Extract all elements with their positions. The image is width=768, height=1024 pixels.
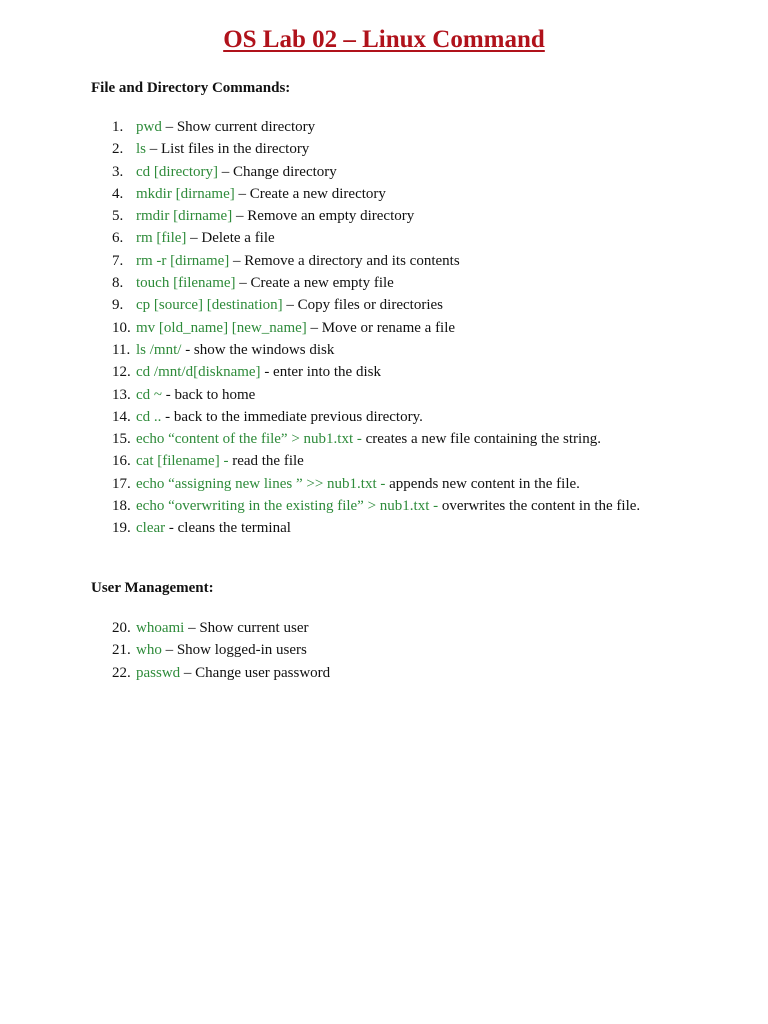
command-description: read the file [228,453,304,470]
command-description: creates a new file containing the string. [361,431,601,448]
user-management-command-list [0,617,768,684]
list-item [0,339,768,361]
command-text: echo “assigning new lines ” >> nub1.txt - [136,475,386,492]
command-text: cp [source] [destination] [136,297,283,314]
command-description: – Change directory [218,163,337,180]
list-item-number: 16. [112,453,131,470]
list-item-number: 19. [112,520,131,537]
list-item-number: 4. [112,185,124,202]
list-item-number: 15. [112,431,131,448]
command-description: – Create a new directory [234,185,386,202]
list-item [0,617,768,639]
command-description: – Create a new empty file [235,275,394,292]
list-item-number: 17. [112,475,131,492]
command-description: – List files in the directory [146,141,310,158]
command-text: echo “content of the file” > nub1.txt - [136,431,362,448]
list-item [0,384,768,406]
list-item-number: 12. [112,364,131,381]
command-text: cd /mnt/d[diskname] [136,364,261,381]
list-item [0,473,768,495]
command-description: appends new content in the file. [385,475,580,492]
command-text: echo “overwriting in the existing file” > nub1.txt - [136,498,439,515]
list-item [0,361,768,383]
command-description: - cleans the terminal [165,520,291,537]
command-text: rmdir [dirname] [136,208,233,225]
command-text: clear [136,520,166,537]
list-item [0,138,768,160]
list-item [0,205,768,227]
command-text: touch [filename] [136,275,236,292]
list-item-number: 1. [112,119,124,135]
command-description: - back to the immediate previous directory. [161,408,423,425]
command-text: whoami [136,620,185,636]
page-title: OS Lab 02 – Linux Command [223,26,545,53]
command-text: who [136,642,162,659]
list-item-number: 21. [112,642,131,659]
command-text: mkdir [dirname] [136,185,235,202]
command-text: cd .. [136,408,162,425]
list-item-number: 2. [112,141,124,158]
list-item [0,272,768,294]
list-item [0,662,768,684]
command-description: – Delete a file [186,230,275,247]
command-text: ls [136,141,147,158]
command-description: – Show current user [184,620,309,636]
list-item-number: 13. [112,386,131,403]
command-text: cat [filename] - [136,453,229,470]
list-item-number: 3. [112,163,124,180]
list-item [0,294,768,316]
command-text: cd ~ [136,386,163,403]
list-item-number: 8. [112,275,124,292]
list-item [0,116,768,138]
command-text: cd [directory] [136,163,219,180]
list-item [0,250,768,272]
list-item-number: 18. [112,498,131,515]
list-item [0,428,768,450]
command-description: – Move or rename a file [306,319,456,336]
command-text: mv [old_name] [new_name] [136,319,307,336]
command-text: passwd [136,664,181,681]
list-item-number: 11. [112,341,131,358]
list-item-number: 22. [112,664,131,681]
list-item [0,495,768,517]
list-item-number: 20. [112,620,131,636]
list-item-number: 6. [112,230,124,247]
list-item [0,517,768,539]
list-item-number: 14. [112,408,131,425]
command-text: rm [file] [136,230,187,247]
list-item [0,161,768,183]
command-text: rm -r [dirname] [136,252,230,269]
command-description: – Remove a directory and its contents [229,252,460,269]
command-text: pwd [136,119,162,135]
command-text: ls /mnt/ [136,341,182,358]
list-item-number: 9. [112,297,124,314]
command-description: – Change user password [180,664,331,681]
command-description: - enter into the disk [260,364,381,381]
list-item [0,227,768,249]
command-description: – Show logged-in users [161,642,307,659]
command-description: – Show current directory [161,119,316,135]
command-description: overwrites the content in the file. [438,498,641,515]
list-item [0,450,768,472]
list-item [0,639,768,661]
file-directory-command-list [0,116,768,540]
command-description: – Copy files or directories [282,297,443,314]
list-item [0,317,768,339]
list-item-number: 7. [112,252,124,269]
list-item [0,183,768,205]
list-item-number: 10. [112,319,131,336]
command-description: - back to home [162,386,256,403]
list-item [0,406,768,428]
section-heading-user-management: User Management: [91,580,214,596]
section-heading-file-directory: File and Directory Commands: [91,80,291,96]
command-description: - show the windows disk [181,341,335,358]
list-item-number: 5. [112,208,124,225]
command-description: – Remove an empty directory [232,208,415,225]
